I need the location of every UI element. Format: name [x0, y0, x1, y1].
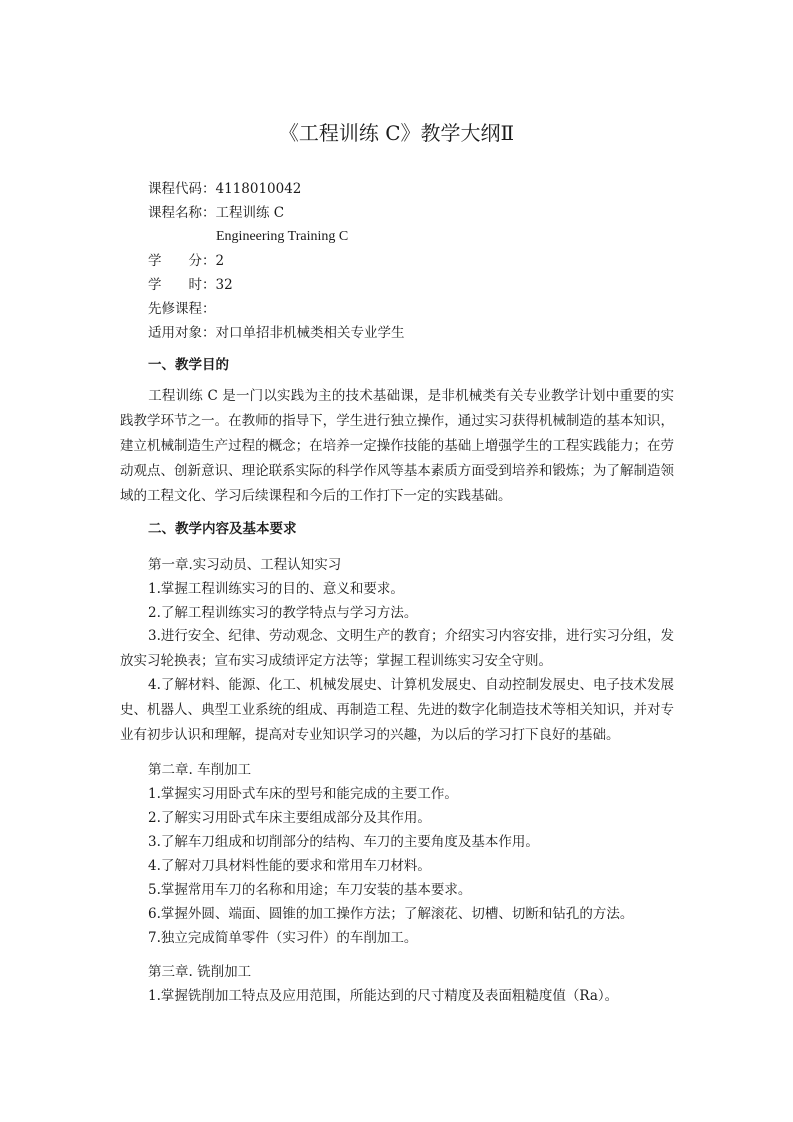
audience-value: 对口单招非机械类相关专业学生 — [215, 325, 405, 341]
chapter2-item-4: 4.了解对刀具材料性能的要求和常用车刀材料。 — [148, 858, 431, 874]
course-name-english: Engineering Training C — [216, 229, 349, 244]
course-code-label: 课程代码： — [148, 181, 216, 197]
chapter2-title: 第二章. 车削加工 — [148, 762, 252, 778]
chapter1-title: 第一章.实习动员、工程认知实习 — [148, 557, 342, 573]
chapter2-item-1: 1.掌握实习用卧式车床的型号和能完成的主要工作。 — [148, 786, 458, 802]
hours-row — [148, 273, 405, 297]
course-name-value: 工程训练 C — [215, 205, 285, 221]
credit-label: 学 分： — [148, 253, 216, 269]
course-code-row — [148, 177, 405, 201]
prerequisite-row — [148, 297, 405, 321]
chapter1-item-1: 1.掌握工程训练实习的目的、意义和要求。 — [148, 581, 404, 597]
credit-row — [148, 249, 405, 273]
chapter1-item-3 — [120, 624, 674, 674]
section-heading-content: 二、教学内容及基本要求 — [148, 521, 297, 537]
chapter2-item-5: 5.掌握常用车刀的名称和用途；车刀安装的基本要求。 — [148, 882, 472, 898]
prerequisite-label: 先修课程： — [148, 301, 216, 317]
chapter3-title: 第三章. 铣削加工 — [148, 964, 252, 980]
chapter2-item-2: 2.了解实习用卧式车床主要组成部分及其作用。 — [148, 810, 431, 826]
purpose-paragraph — [120, 384, 674, 509]
audience-row — [148, 321, 405, 345]
credit-value: 2 — [215, 253, 225, 269]
course-info — [148, 177, 405, 345]
chapter1-item-4 — [120, 673, 674, 748]
chapter1-item-3-text: 3.进行安全、纪律、劳动观念、文明生产的教育；介绍实习内容安排，进行实习分组，发放实习轮换表；宣布实习成绩评定方法等；掌握工程训练实习安全守则。 — [120, 628, 674, 669]
chapter1-item-2: 2.了解工程训练实习的教学特点与学习方法。 — [148, 605, 418, 621]
chapter1-item-4-text: 4.了解材料、能源、化工、机械发展史、计算机发展史、自动控制发展史、电子技术发展史、机器人、典型工业系统的组成、再制造工程、先进的数字化制造技术等相关知识，并对专业有初步认识和理解，提高对专业知识学习的兴趣，为以后的学习打下良好的基础。 — [120, 677, 674, 743]
chapter2-item-7: 7.独立完成简单零件（实习件）的车削加工。 — [148, 930, 418, 946]
hours-label: 学 时： — [148, 277, 216, 293]
document-title: 《工程训练 C》教学大纲Ⅱ — [278, 121, 515, 145]
section-heading-purpose: 一、教学目的 — [148, 357, 229, 373]
chapter2-item-3: 3.了解车刀组成和切削部分的结构、车刀的主要角度及基本作用。 — [148, 834, 539, 850]
chapter2-item-6: 6.掌握外圆、端面、圆锥的加工操作方法；了解滚花、切槽、切断和钻孔的方法。 — [148, 906, 634, 922]
course-name-row — [148, 201, 405, 225]
hours-value: 32 — [215, 277, 233, 293]
course-code-value: 4118010042 — [215, 181, 302, 197]
course-name-label: 课程名称： — [148, 205, 216, 221]
purpose-text: 工程训练 C 是一门以实践为主的技术基础课，是非机械类有关专业教学计划中重要的实践教学环节之一。在教师的指导下，学生进行独立操作，通过实习获得机械制造的基本知识，建立机械制造生产过程的概念；在培养一定操作技能的基础上增强学生的工程实践能力；在劳动观点、创新意识、理论联系实际的科学作风等基本素质方面受到培养和锻炼；为了解制造领域的工程文化、学习后续课程和今后的工作打下一定的实践基础。 — [120, 388, 674, 504]
chapter3-item-1: 1.掌握铣削加工特点及应用范围，所能达到的尺寸精度及表面粗糙度值（Ra）。 — [148, 988, 619, 1004]
audience-label: 适用对象： — [148, 325, 216, 341]
